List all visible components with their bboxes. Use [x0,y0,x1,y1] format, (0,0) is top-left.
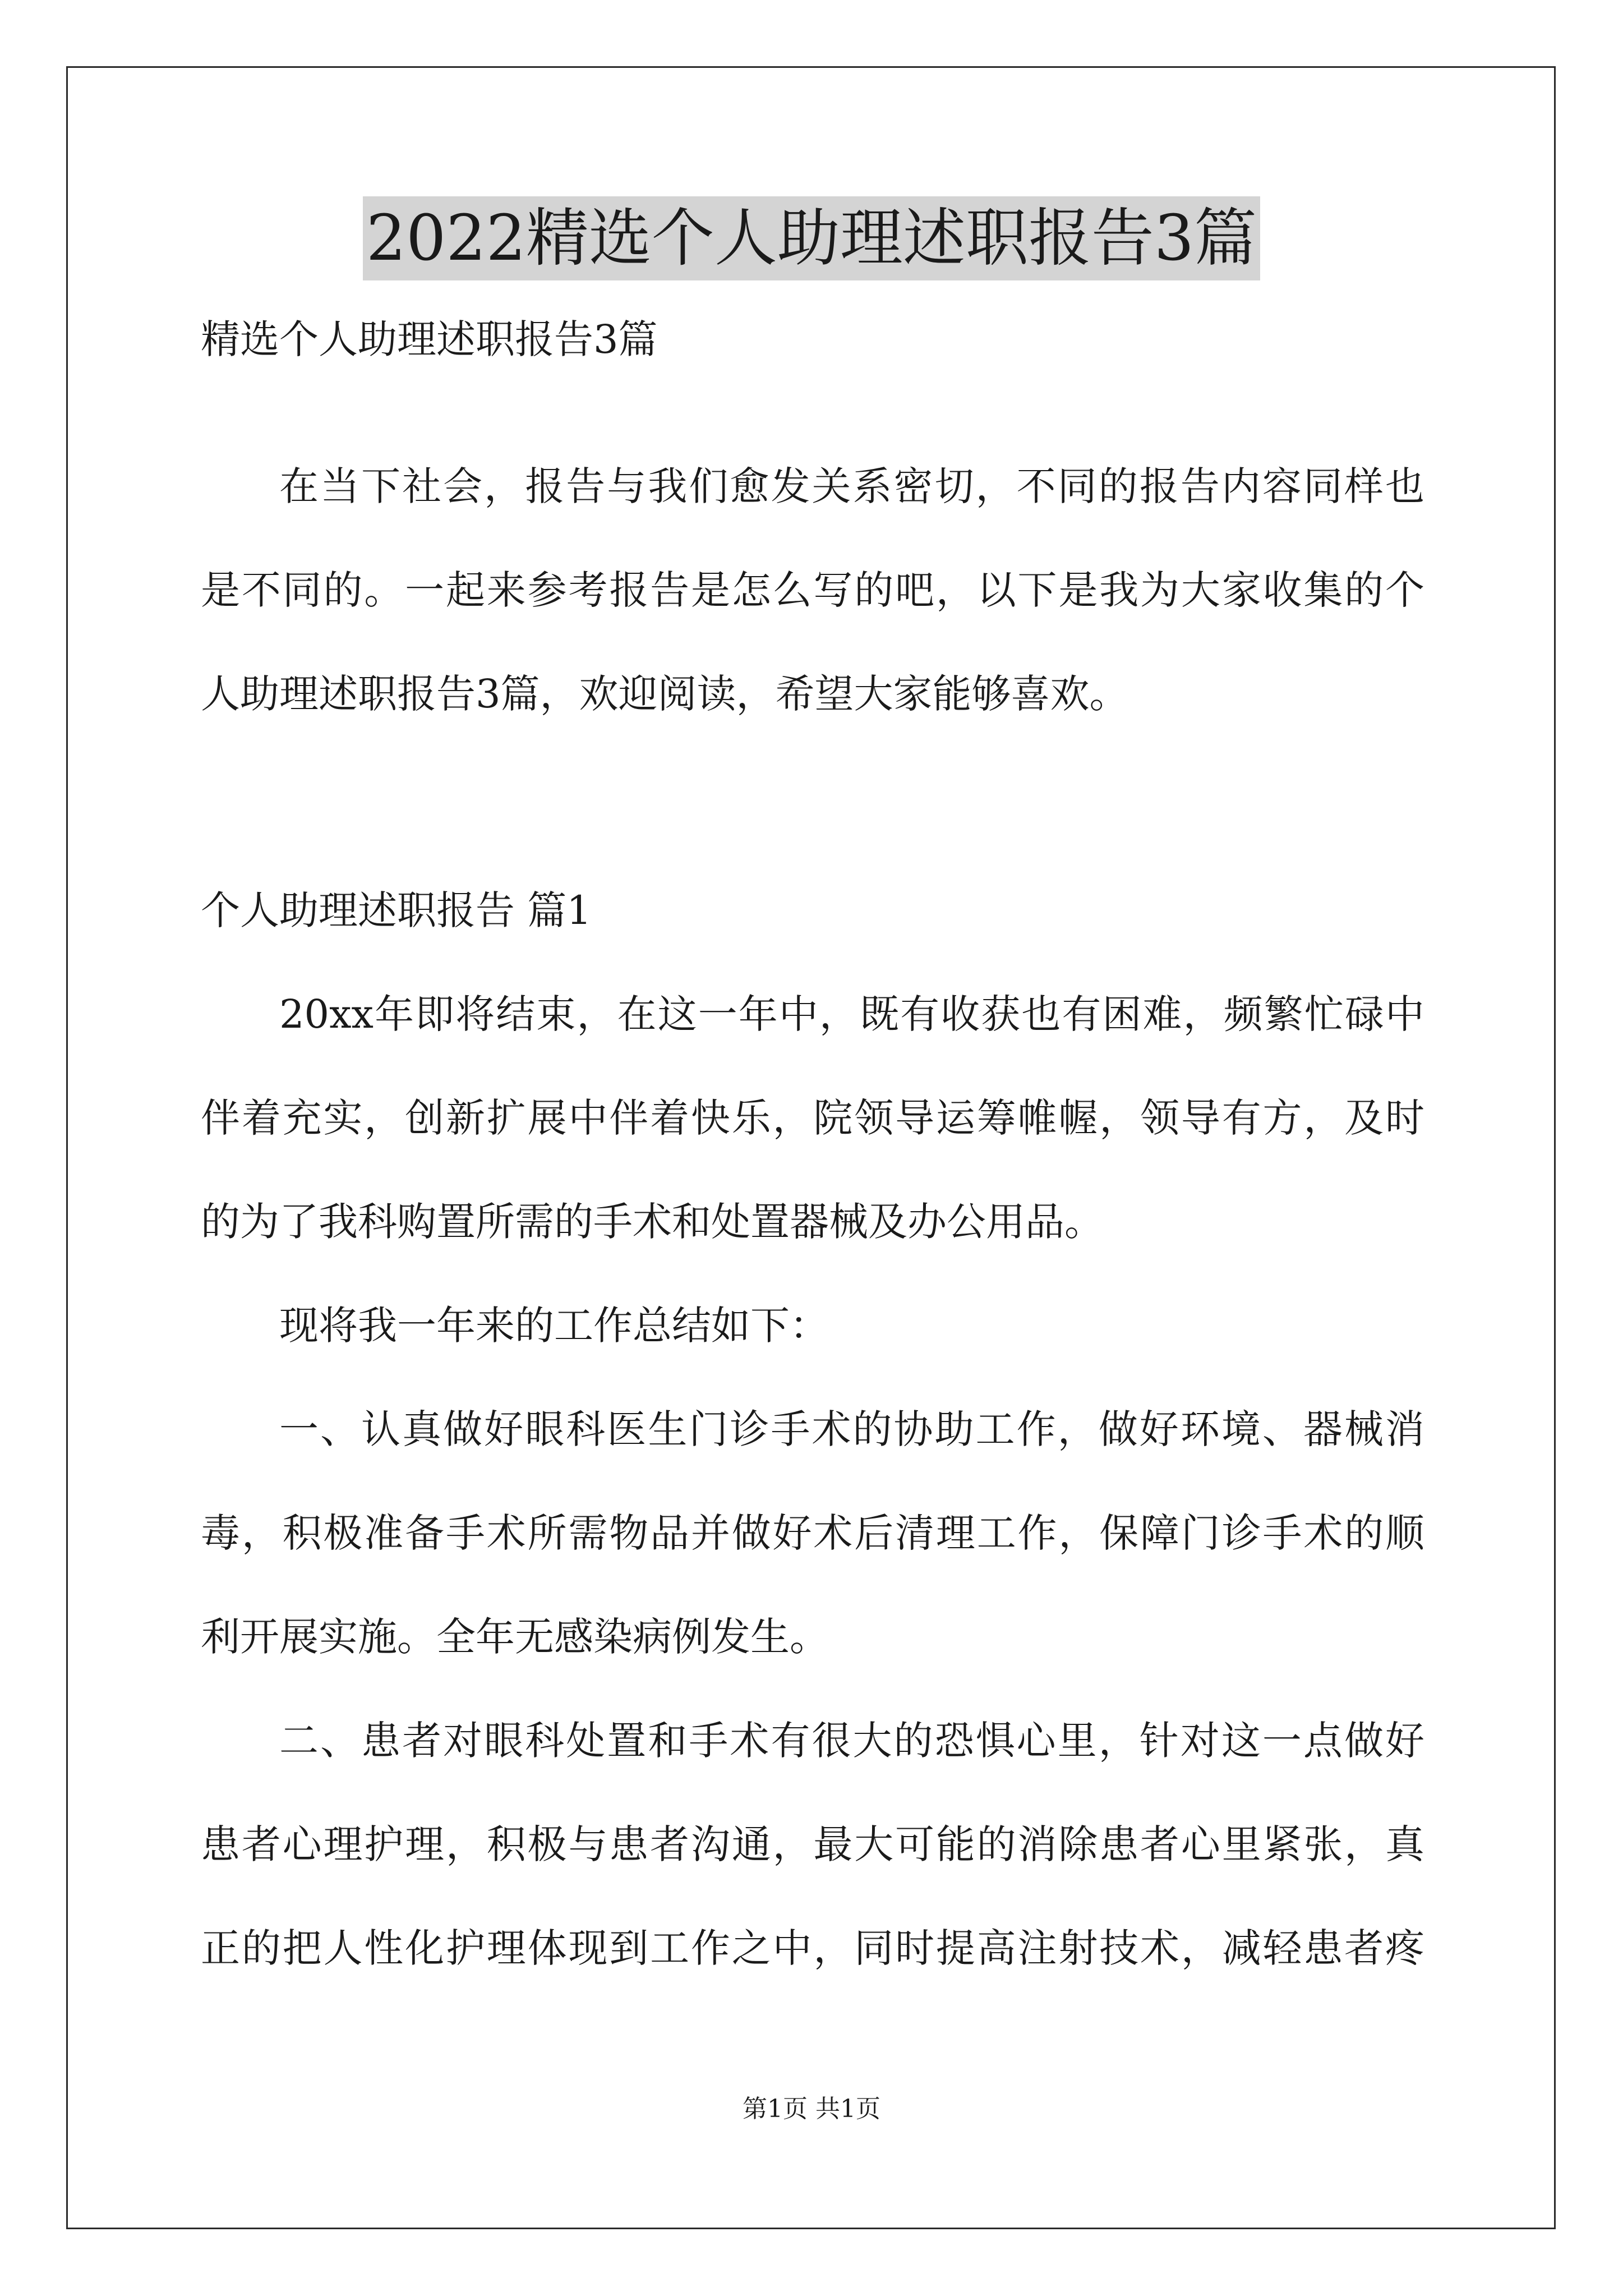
body-line: 利开展实施。全年无感染病例发生。 [201,1614,829,1660]
body-line: 的为了我科购置所需的手术和处置器械及办公用品。 [201,1199,1104,1245]
body-line: 毒，积极准备手术所需物品并做好术后清理工作，保障门诊手术的顺 [201,1510,1424,1556]
document-title: 2022精选个人助理述职报告3篇 [363,196,1260,280]
page-border [66,66,1556,2229]
title-container [0,196,1623,280]
document-subtitle: 精选个人助理述职报告3篇 [201,316,658,362]
body-line: 二、患者对眼科处置和手术有很大的恐惧心里，针对这一点做好 [279,1718,1424,1764]
body-line: 20xx年即将结束，在这一年中，既有收获也有困难，频繁忙碌中 [279,991,1424,1037]
body-line: 一、认真做好眼科医生门诊手术的协助工作，做好环境、器械消 [279,1406,1424,1452]
body-line: 现将我一年来的工作总结如下： [279,1303,829,1349]
intro-line: 人助理述职报告3篇，欢迎阅读，希望大家能够喜欢。 [201,671,1129,717]
intro-line: 是不同的。一起来参考报告是怎么写的吧，以下是我为大家收集的个 [201,567,1424,613]
body-line: 伴着充实，创新扩展中伴着快乐，院领导运筹帷幄，领导有方，及时 [201,1095,1424,1141]
page-number: 第1页 共1页 [743,2095,880,2123]
body-line: 患者心理护理，积极与患者沟通，最大可能的消除患者心里紧张，真 [201,1821,1424,1867]
intro-line: 在当下社会，报告与我们愈发关系密切，不同的报告内容同样也 [279,463,1424,509]
section-heading: 个人助理述职报告 篇1 [201,887,592,933]
body-line: 正的把人性化护理体现到工作之中，同时提高注射技术，减轻患者疼 [201,1925,1424,1971]
